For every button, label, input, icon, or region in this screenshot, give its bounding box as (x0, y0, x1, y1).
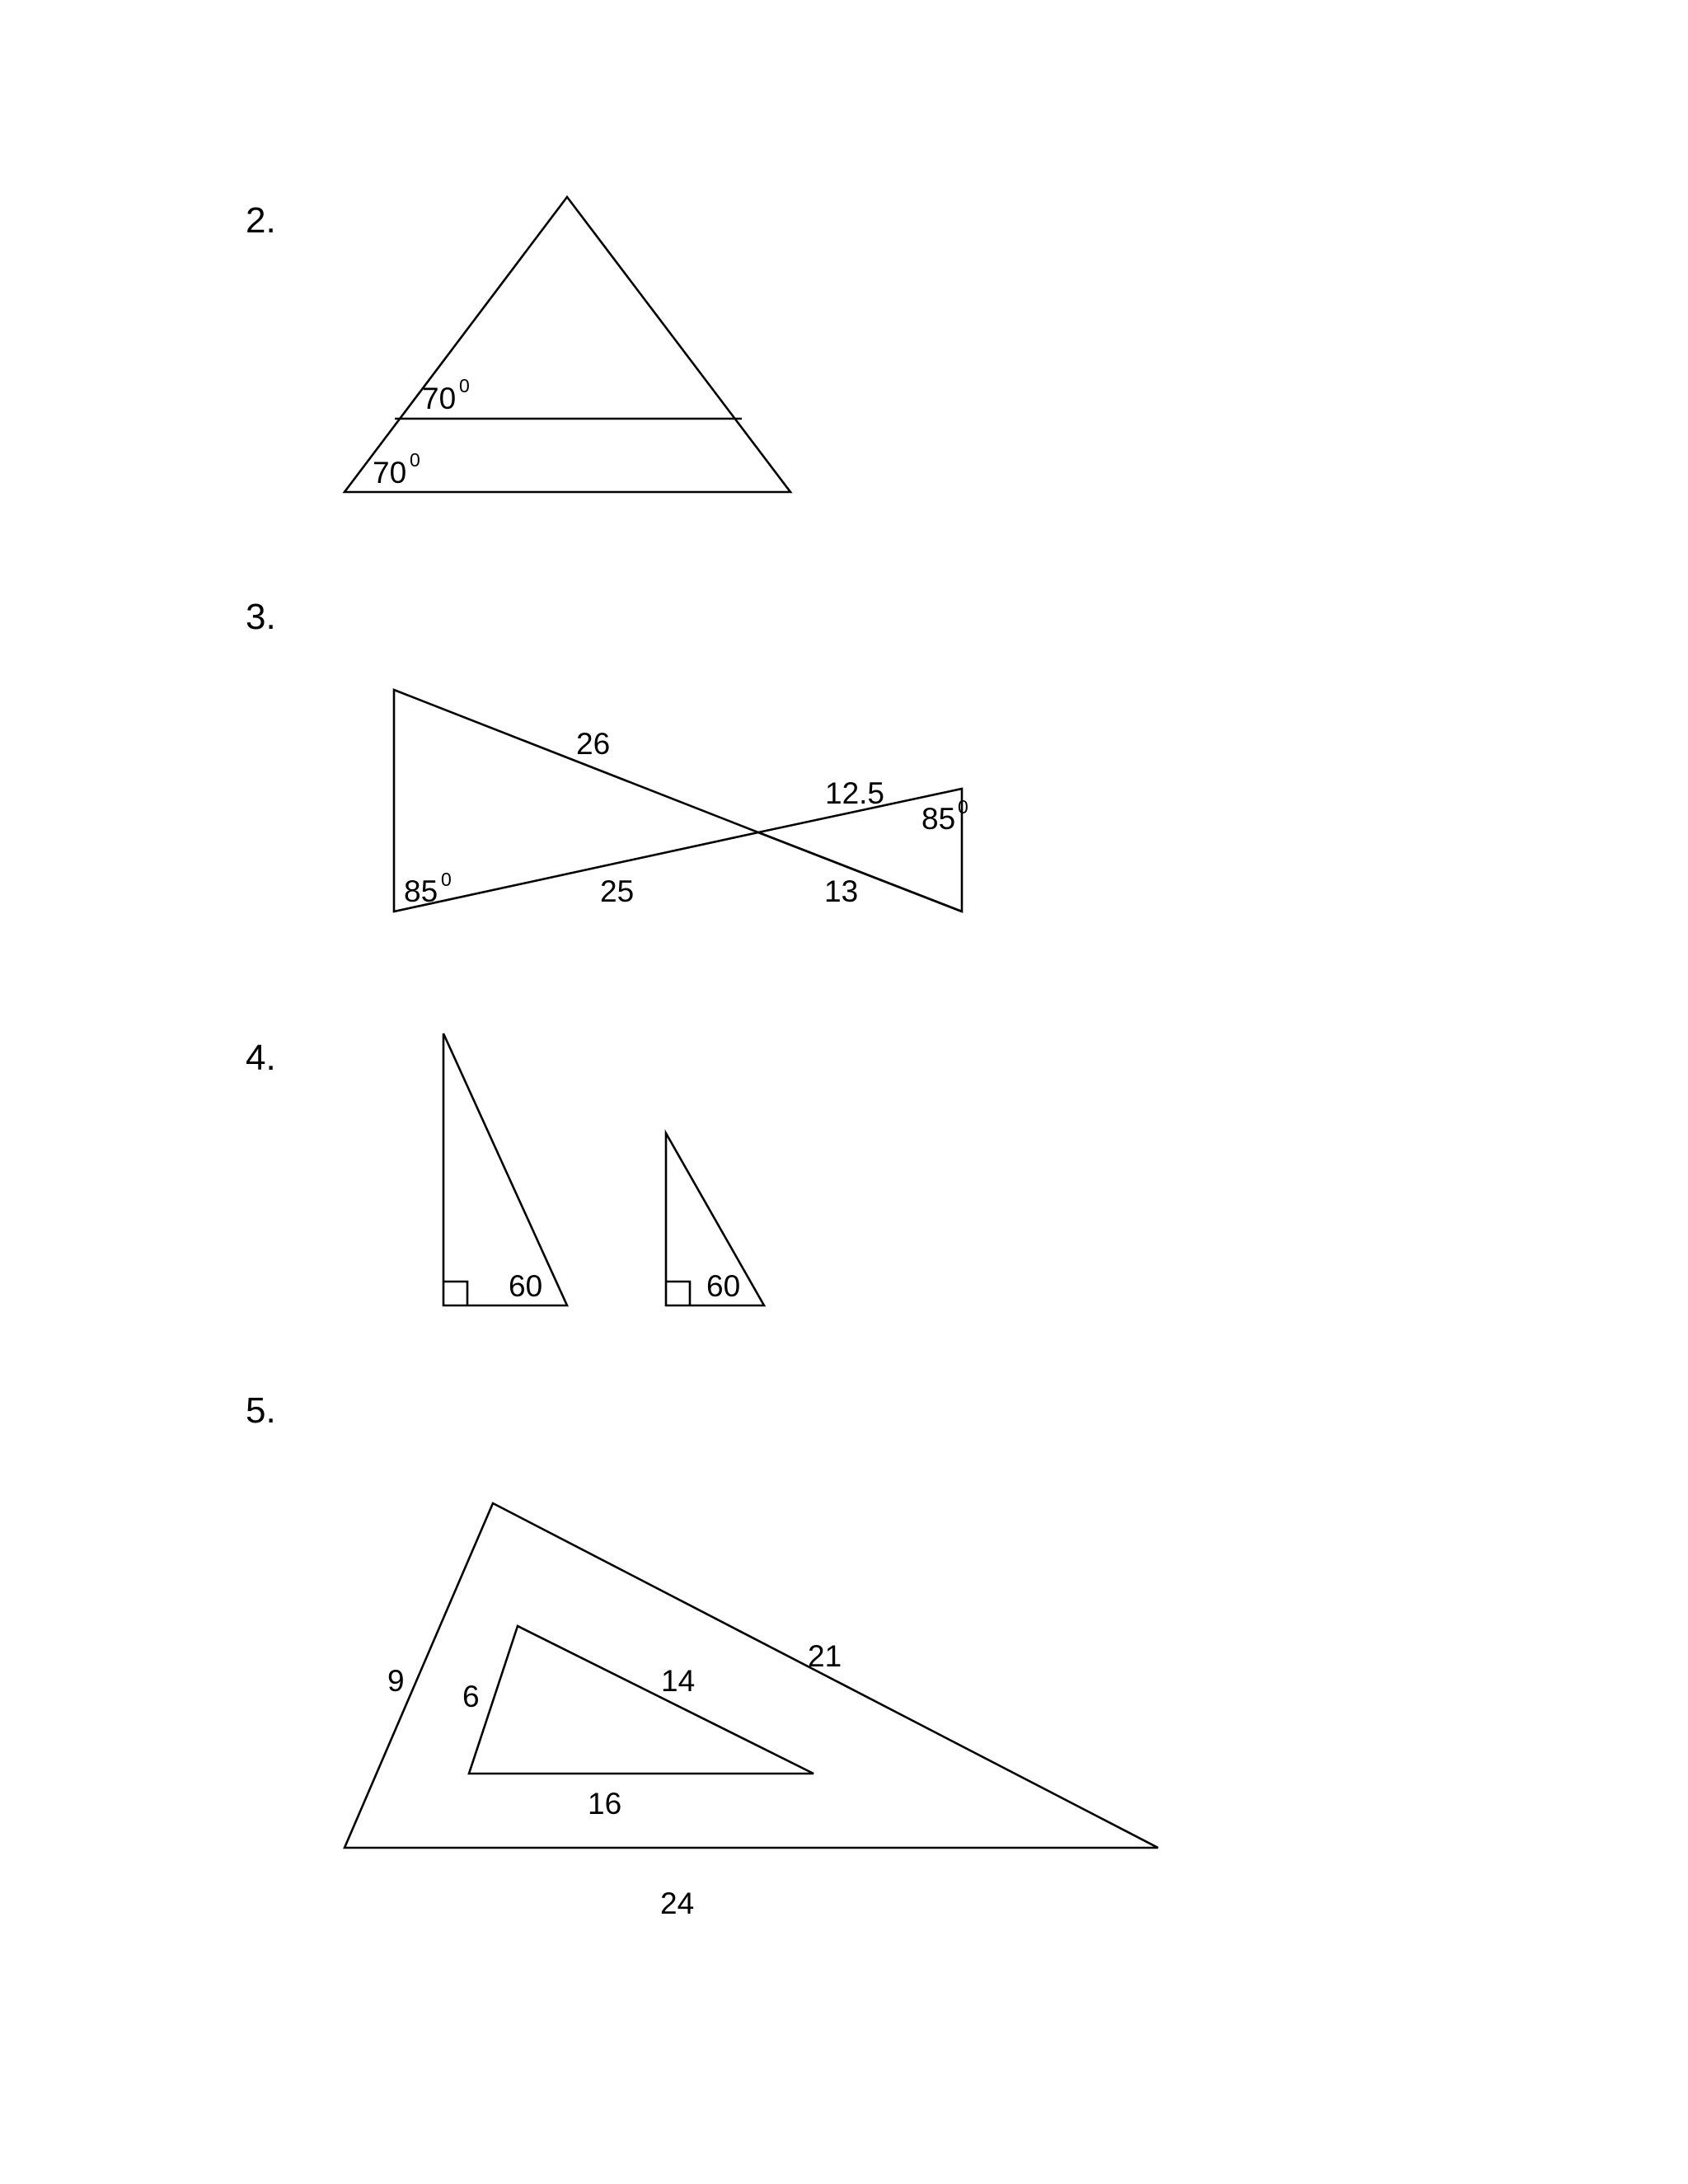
large-triangle (345, 197, 790, 492)
angle-right-degree: 0 (958, 796, 968, 818)
angle-left-label: 85 (404, 874, 438, 908)
problem-number: 4. (246, 1038, 276, 1078)
lower-angle-label: 70 (373, 456, 407, 490)
problem-3 (246, 597, 968, 912)
right-angle-marker (443, 1282, 467, 1305)
angle-left-degree: 0 (441, 869, 452, 890)
lower-angle-degree: 0 (410, 449, 420, 471)
outer-bottom-side-label: 24 (660, 1886, 695, 1920)
problem-number: 3. (246, 597, 276, 637)
outer-top-side-label: 21 (808, 1639, 842, 1673)
problem-5 (246, 1390, 1158, 1920)
angle-right-label: 85 (921, 802, 956, 836)
short-triangle-angle-label: 60 (706, 1269, 741, 1303)
tall-triangle-angle-label: 60 (509, 1269, 543, 1303)
upper-angle-degree: 0 (459, 375, 470, 396)
problem-number: 2. (246, 200, 276, 241)
problem-number: 5. (246, 1390, 276, 1431)
side-top-right-label: 12.5 (825, 776, 885, 810)
outer-left-side-label: 9 (387, 1664, 405, 1698)
inner-bottom-side-label: 16 (588, 1787, 622, 1821)
problem-4 (246, 1033, 764, 1305)
side-top-left-label: 26 (576, 727, 611, 761)
side-bottom-left-label: 25 (600, 874, 635, 908)
crossing-segment (758, 832, 962, 912)
side-bottom-right-label: 13 (824, 874, 859, 908)
right-angle-marker (666, 1282, 690, 1305)
outer-triangle (345, 1503, 1158, 1848)
inner-top-side-label: 14 (661, 1664, 696, 1698)
inner-left-side-label: 6 (462, 1680, 480, 1713)
upper-angle-label: 70 (422, 382, 457, 415)
inner-triangle (469, 1626, 814, 1774)
tall-right-triangle (443, 1033, 567, 1305)
problem-2 (246, 197, 790, 492)
